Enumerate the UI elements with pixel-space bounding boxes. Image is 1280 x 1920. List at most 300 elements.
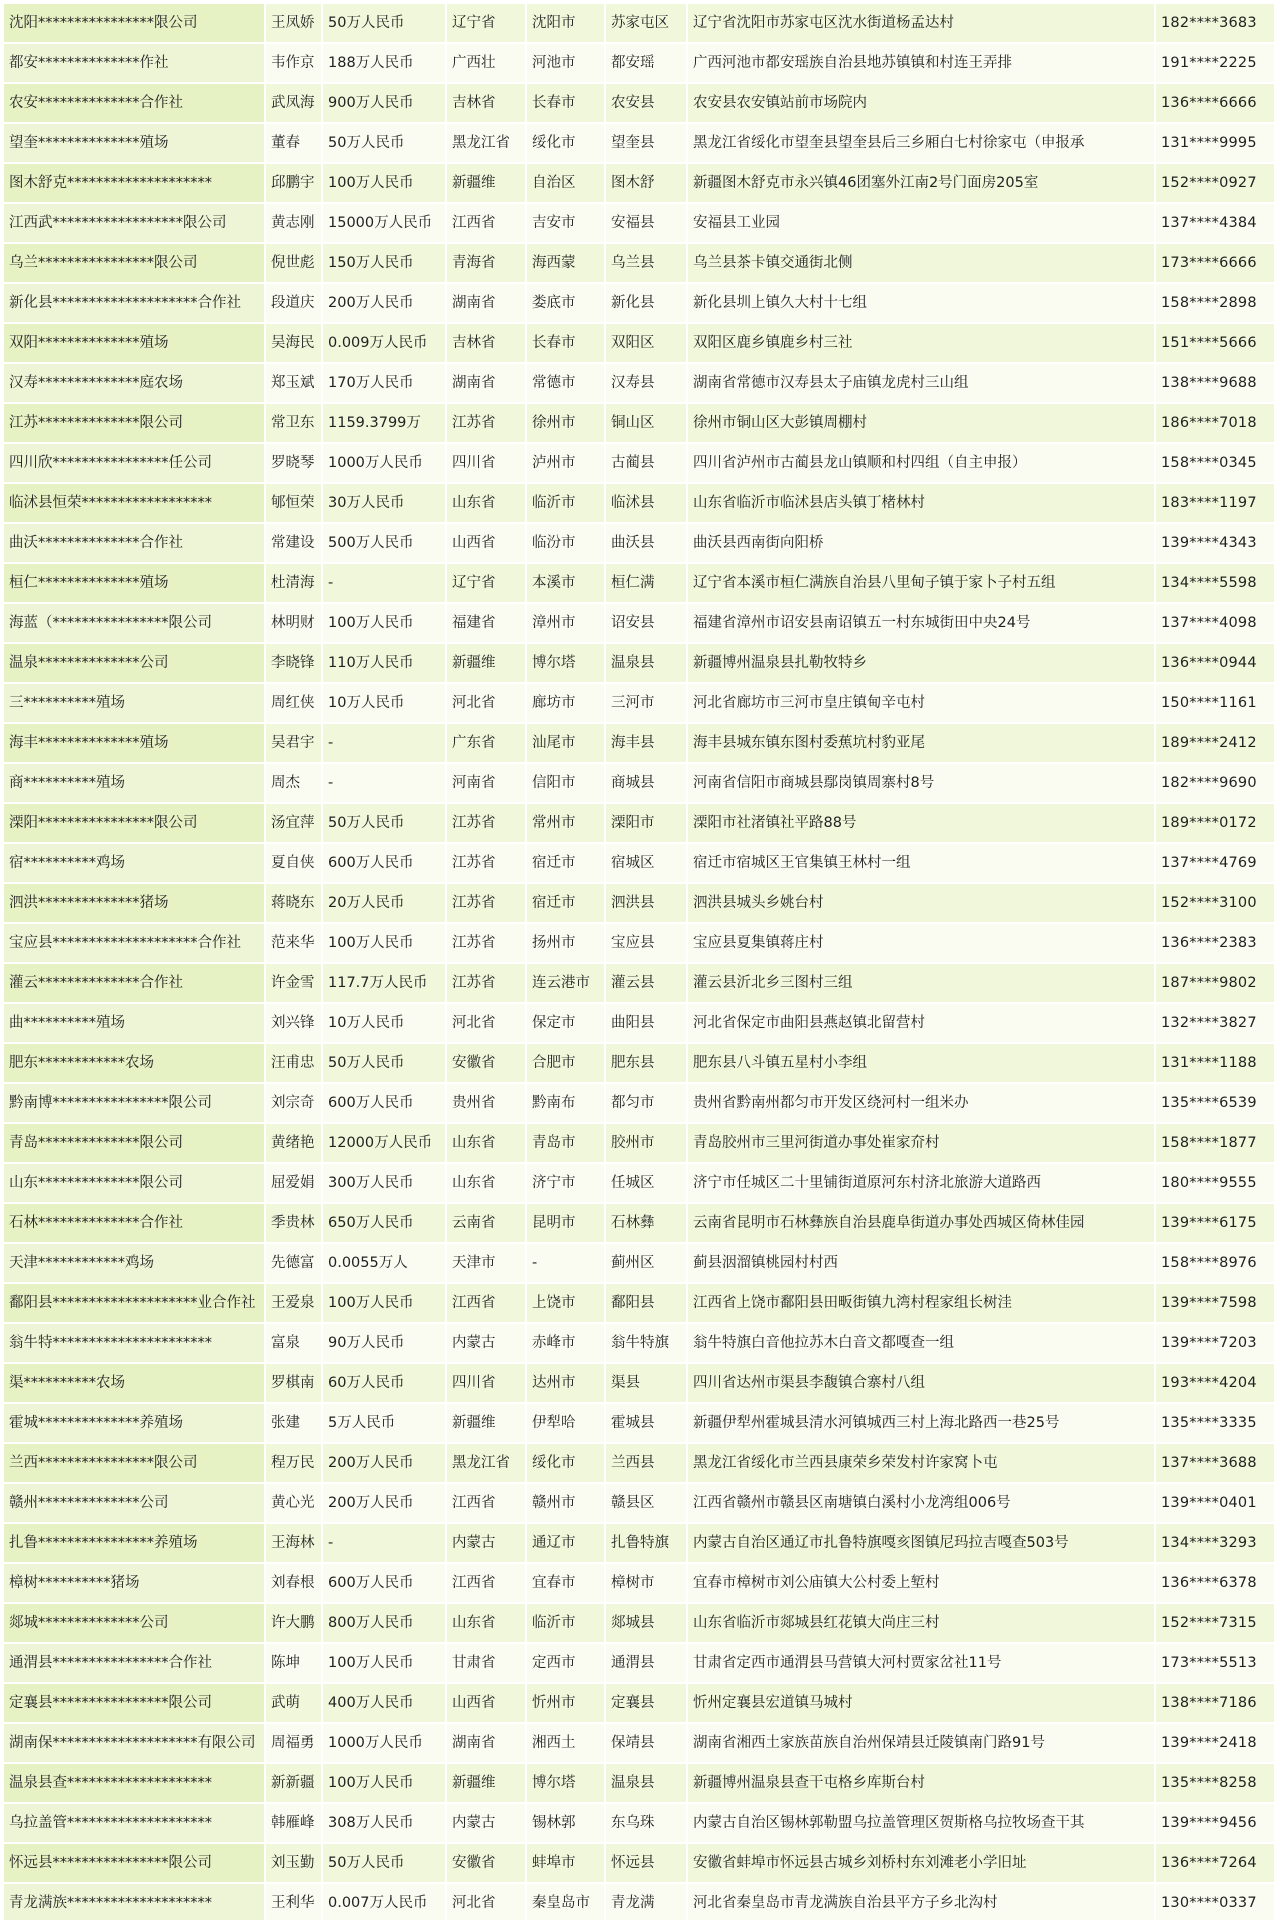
district-cell: 铜山区 bbox=[606, 404, 688, 444]
phone-cell: 180****9555 bbox=[1156, 1164, 1276, 1204]
district-cell: 三河市 bbox=[606, 684, 688, 724]
legal-person-cell: 陈坤 bbox=[266, 1644, 323, 1684]
registered-capital-cell: 10万人民币 bbox=[323, 1004, 447, 1044]
province-cell: 新疆维 bbox=[447, 164, 527, 204]
province-cell: 山西省 bbox=[447, 1684, 527, 1724]
legal-person-cell: 王凤娇 bbox=[266, 4, 323, 44]
company-name-cell: 兰西****************限公司 bbox=[4, 1444, 266, 1484]
table-row bbox=[4, 244, 1276, 284]
registered-capital-cell: - bbox=[323, 1524, 447, 1564]
registered-capital-cell: 117.7万人民币 bbox=[323, 964, 447, 1004]
address-cell: 辽宁省沈阳市苏家屯区沈水街道杨孟达村 bbox=[688, 4, 1156, 44]
province-cell: 江西省 bbox=[447, 1564, 527, 1604]
registered-capital-cell: 50万人民币 bbox=[323, 4, 447, 44]
city-cell: 扬州市 bbox=[527, 924, 606, 964]
province-cell: 黑龙江省 bbox=[447, 124, 527, 164]
province-cell: 新疆维 bbox=[447, 644, 527, 684]
legal-person-cell: 王海林 bbox=[266, 1524, 323, 1564]
address-cell: 云南省昆明市石林彝族自治县鹿阜街道办事处西城区倚林佳园 bbox=[688, 1204, 1156, 1244]
company-name-cell: 乌拉盖管******************** bbox=[4, 1804, 266, 1844]
company-name-cell: 扎鲁****************养殖场 bbox=[4, 1524, 266, 1564]
phone-cell: 132****3827 bbox=[1156, 1004, 1276, 1044]
table-row bbox=[4, 164, 1276, 204]
table-row bbox=[4, 1564, 1276, 1604]
phone-cell: 173****5513 bbox=[1156, 1644, 1276, 1684]
company-name-cell: 海蓝（****************限公司 bbox=[4, 604, 266, 644]
district-cell: 商城县 bbox=[606, 764, 688, 804]
city-cell: 临沂市 bbox=[527, 484, 606, 524]
registered-capital-cell: 1000万人民币 bbox=[323, 1724, 447, 1764]
legal-person-cell: 邱鹏宇 bbox=[266, 164, 323, 204]
table-row bbox=[4, 284, 1276, 324]
province-cell: 四川省 bbox=[447, 444, 527, 484]
province-cell: 吉林省 bbox=[447, 84, 527, 124]
city-cell: 汕尾市 bbox=[527, 724, 606, 764]
table-row bbox=[4, 1084, 1276, 1124]
province-cell: 辽宁省 bbox=[447, 4, 527, 44]
province-cell: 江苏省 bbox=[447, 844, 527, 884]
company-name-cell: 四川欣****************任公司 bbox=[4, 444, 266, 484]
province-cell: 河南省 bbox=[447, 764, 527, 804]
legal-person-cell: 黄绪艳 bbox=[266, 1124, 323, 1164]
city-cell: 合肥市 bbox=[527, 1044, 606, 1084]
registered-capital-cell: 650万人民币 bbox=[323, 1204, 447, 1244]
district-cell: 温泉县 bbox=[606, 1764, 688, 1804]
district-cell: 临沭县 bbox=[606, 484, 688, 524]
company-name-cell: 望奎**************殖场 bbox=[4, 124, 266, 164]
registered-capital-cell: 100万人民币 bbox=[323, 924, 447, 964]
registered-capital-cell: 500万人民币 bbox=[323, 524, 447, 564]
legal-person-cell: 黄心光 bbox=[266, 1484, 323, 1524]
company-name-cell: 定襄县****************限公司 bbox=[4, 1684, 266, 1724]
district-cell: 兰西县 bbox=[606, 1444, 688, 1484]
address-cell: 宿迁市宿城区王官集镇王林村一组 bbox=[688, 844, 1156, 884]
district-cell: 图木舒 bbox=[606, 164, 688, 204]
province-cell: 江苏省 bbox=[447, 804, 527, 844]
district-cell: 曲沃县 bbox=[606, 524, 688, 564]
registered-capital-cell: 600万人民币 bbox=[323, 1564, 447, 1604]
address-cell: 济宁市任城区二十里铺街道原河东村济北旅游大道路西 bbox=[688, 1164, 1156, 1204]
phone-cell: 191****2225 bbox=[1156, 44, 1276, 84]
city-cell: 常州市 bbox=[527, 804, 606, 844]
address-cell: 翁牛特旗白音他拉苏木白音文都嘎查一组 bbox=[688, 1324, 1156, 1364]
table-row bbox=[4, 484, 1276, 524]
table-row bbox=[4, 1444, 1276, 1484]
district-cell: 望奎县 bbox=[606, 124, 688, 164]
district-cell: 乌兰县 bbox=[606, 244, 688, 284]
city-cell: 忻州市 bbox=[527, 1684, 606, 1724]
city-cell: 达州市 bbox=[527, 1364, 606, 1404]
city-cell: 宿迁市 bbox=[527, 844, 606, 884]
city-cell: 常德市 bbox=[527, 364, 606, 404]
district-cell: 青龙满 bbox=[606, 1884, 688, 1920]
phone-cell: 138****7186 bbox=[1156, 1684, 1276, 1724]
province-cell: 黑龙江省 bbox=[447, 1444, 527, 1484]
address-cell: 乌兰县茶卡镇交通街北侧 bbox=[688, 244, 1156, 284]
company-name-cell: 曲**********殖场 bbox=[4, 1004, 266, 1044]
table-row bbox=[4, 1324, 1276, 1364]
district-cell: 翁牛特旗 bbox=[606, 1324, 688, 1364]
district-cell: 溧阳市 bbox=[606, 804, 688, 844]
registered-capital-cell: 5万人民币 bbox=[323, 1404, 447, 1444]
city-cell: 泸州市 bbox=[527, 444, 606, 484]
address-cell: 新疆伊犁州霍城县清水河镇城西三村上海北路西一巷25号 bbox=[688, 1404, 1156, 1444]
address-cell: 河北省廊坊市三河市皇庄镇甸辛屯村 bbox=[688, 684, 1156, 724]
registered-capital-cell: 600万人民币 bbox=[323, 1084, 447, 1124]
address-cell: 新疆博州温泉县查干屯格乡库斯台村 bbox=[688, 1764, 1156, 1804]
address-cell: 山东省临沂市郯城县红花镇大尚庄三村 bbox=[688, 1604, 1156, 1644]
registered-capital-cell: - bbox=[323, 764, 447, 804]
legal-person-cell: 武萌 bbox=[266, 1684, 323, 1724]
table-row bbox=[4, 884, 1276, 924]
table-row bbox=[4, 844, 1276, 884]
district-cell: 郯城县 bbox=[606, 1604, 688, 1644]
legal-person-cell: 王利华 bbox=[266, 1884, 323, 1920]
registered-capital-cell: 200万人民币 bbox=[323, 1484, 447, 1524]
address-cell: 黑龙江省绥化市望奎县望奎县后三乡厢白七村徐家屯（申报承 bbox=[688, 124, 1156, 164]
registered-capital-cell: 100万人民币 bbox=[323, 164, 447, 204]
address-cell: 江西省上饶市鄱阳县田畈街镇九湾村程家组长树洼 bbox=[688, 1284, 1156, 1324]
province-cell: 河北省 bbox=[447, 684, 527, 724]
district-cell: 泗洪县 bbox=[606, 884, 688, 924]
registered-capital-cell: 400万人民币 bbox=[323, 1684, 447, 1724]
address-cell: 青岛胶州市三里河街道办事处崔家夼村 bbox=[688, 1124, 1156, 1164]
address-cell: 河北省秦皇岛市青龙满族自治县平方子乡北沟村 bbox=[688, 1884, 1156, 1920]
address-cell: 广西河池市都安瑶族自治县地苏镇镇和村连王弄排 bbox=[688, 44, 1156, 84]
table-row bbox=[4, 604, 1276, 644]
province-cell: 安徽省 bbox=[447, 1844, 527, 1884]
legal-person-cell: 段道庆 bbox=[266, 284, 323, 324]
district-cell: 都匀市 bbox=[606, 1084, 688, 1124]
district-cell: 任城区 bbox=[606, 1164, 688, 1204]
table-body bbox=[4, 4, 1276, 1920]
phone-cell: 158****8976 bbox=[1156, 1244, 1276, 1284]
registered-capital-cell: 0.007万人民币 bbox=[323, 1884, 447, 1920]
phone-cell: 152****3100 bbox=[1156, 884, 1276, 924]
address-cell: 安福县工业园 bbox=[688, 204, 1156, 244]
registered-capital-cell: 200万人民币 bbox=[323, 284, 447, 324]
table-row bbox=[4, 404, 1276, 444]
address-cell: 辽宁省本溪市桓仁满族自治县八里甸子镇于家卜子村五组 bbox=[688, 564, 1156, 604]
legal-person-cell: 范来华 bbox=[266, 924, 323, 964]
district-cell: 东乌珠 bbox=[606, 1804, 688, 1844]
table-row bbox=[4, 1204, 1276, 1244]
district-cell: 古蔺县 bbox=[606, 444, 688, 484]
legal-person-cell: 新新疆 bbox=[266, 1764, 323, 1804]
phone-cell: 130****0337 bbox=[1156, 1884, 1276, 1920]
city-cell: 博尔塔 bbox=[527, 644, 606, 684]
company-name-cell: 翁牛特********************** bbox=[4, 1324, 266, 1364]
phone-cell: 193****4204 bbox=[1156, 1364, 1276, 1404]
district-cell: 赣县区 bbox=[606, 1484, 688, 1524]
province-cell: 广西壮 bbox=[447, 44, 527, 84]
company-name-cell: 沈阳****************限公司 bbox=[4, 4, 266, 44]
city-cell: 绥化市 bbox=[527, 1444, 606, 1484]
registered-capital-cell: 900万人民币 bbox=[323, 84, 447, 124]
district-cell: 新化县 bbox=[606, 284, 688, 324]
registered-capital-cell: 12000万人民币 bbox=[323, 1124, 447, 1164]
registered-capital-cell: 170万人民币 bbox=[323, 364, 447, 404]
city-cell: 连云港市 bbox=[527, 964, 606, 1004]
phone-cell: 189****0172 bbox=[1156, 804, 1276, 844]
company-name-cell: 温泉县查******************** bbox=[4, 1764, 266, 1804]
table-row bbox=[4, 684, 1276, 724]
province-cell: 河北省 bbox=[447, 1884, 527, 1920]
phone-cell: 151****5666 bbox=[1156, 324, 1276, 364]
company-name-cell: 新化县********************合作社 bbox=[4, 284, 266, 324]
city-cell: 通辽市 bbox=[527, 1524, 606, 1564]
registered-capital-cell: 0.0055万人 bbox=[323, 1244, 447, 1284]
district-cell: 鄱阳县 bbox=[606, 1284, 688, 1324]
province-cell: 内蒙古 bbox=[447, 1324, 527, 1364]
registered-capital-cell: 50万人民币 bbox=[323, 804, 447, 844]
district-cell: 怀远县 bbox=[606, 1844, 688, 1884]
legal-person-cell: 季贵林 bbox=[266, 1204, 323, 1244]
phone-cell: 152****0927 bbox=[1156, 164, 1276, 204]
legal-person-cell: 周红侠 bbox=[266, 684, 323, 724]
city-cell: 秦皇岛市 bbox=[527, 1884, 606, 1920]
district-cell: 都安瑶 bbox=[606, 44, 688, 84]
table-row bbox=[4, 524, 1276, 564]
legal-person-cell: 汪甫忠 bbox=[266, 1044, 323, 1084]
city-cell: 赣州市 bbox=[527, 1484, 606, 1524]
city-cell: 宿迁市 bbox=[527, 884, 606, 924]
company-name-cell: 山东**************限公司 bbox=[4, 1164, 266, 1204]
city-cell: 昆明市 bbox=[527, 1204, 606, 1244]
province-cell: 江苏省 bbox=[447, 964, 527, 1004]
city-cell: 宜春市 bbox=[527, 1564, 606, 1604]
phone-cell: 136****6666 bbox=[1156, 84, 1276, 124]
registered-capital-cell: 15000万人民币 bbox=[323, 204, 447, 244]
province-cell: 吉林省 bbox=[447, 324, 527, 364]
company-name-cell: 农安**************合作社 bbox=[4, 84, 266, 124]
legal-person-cell: 武凤海 bbox=[266, 84, 323, 124]
table-row bbox=[4, 364, 1276, 404]
city-cell: 博尔塔 bbox=[527, 1764, 606, 1804]
province-cell: 天津市 bbox=[447, 1244, 527, 1284]
city-cell: 定西市 bbox=[527, 1644, 606, 1684]
table-row bbox=[4, 1244, 1276, 1284]
registered-capital-cell: 600万人民币 bbox=[323, 844, 447, 884]
phone-cell: 182****9690 bbox=[1156, 764, 1276, 804]
province-cell: 江西省 bbox=[447, 204, 527, 244]
legal-person-cell: 程万民 bbox=[266, 1444, 323, 1484]
district-cell: 宝应县 bbox=[606, 924, 688, 964]
table-row bbox=[4, 1164, 1276, 1204]
registered-capital-cell: 50万人民币 bbox=[323, 1844, 447, 1884]
phone-cell: 139****0401 bbox=[1156, 1484, 1276, 1524]
company-name-cell: 温泉**************公司 bbox=[4, 644, 266, 684]
legal-person-cell: 郇恒荣 bbox=[266, 484, 323, 524]
address-cell: 内蒙古自治区锡林郭勒盟乌拉盖管理区贺斯格乌拉牧场查干其 bbox=[688, 1804, 1156, 1844]
district-cell: 苏家屯区 bbox=[606, 4, 688, 44]
address-cell: 河北省保定市曲阳县燕赵镇北留营村 bbox=[688, 1004, 1156, 1044]
province-cell: 新疆维 bbox=[447, 1764, 527, 1804]
city-cell: 自治区 bbox=[527, 164, 606, 204]
legal-person-cell: 罗晓琴 bbox=[266, 444, 323, 484]
province-cell: 山东省 bbox=[447, 1604, 527, 1644]
legal-person-cell: 杜清海 bbox=[266, 564, 323, 604]
registered-capital-cell: 100万人民币 bbox=[323, 1764, 447, 1804]
company-name-cell: 通渭县****************合作社 bbox=[4, 1644, 266, 1684]
legal-person-cell: 罗棋南 bbox=[266, 1364, 323, 1404]
company-name-cell: 郯城**************公司 bbox=[4, 1604, 266, 1644]
address-cell: 肥东县八斗镇五星村小李组 bbox=[688, 1044, 1156, 1084]
phone-cell: 186****7018 bbox=[1156, 404, 1276, 444]
city-cell: 廊坊市 bbox=[527, 684, 606, 724]
phone-cell: 137****3688 bbox=[1156, 1444, 1276, 1484]
registered-capital-cell: 188万人民币 bbox=[323, 44, 447, 84]
company-name-cell: 渠**********农场 bbox=[4, 1364, 266, 1404]
company-name-cell: 石林**************合作社 bbox=[4, 1204, 266, 1244]
legal-person-cell: 屈爱娟 bbox=[266, 1164, 323, 1204]
address-cell: 宜春市樟树市刘公庙镇大公村委上堑村 bbox=[688, 1564, 1156, 1604]
table-row bbox=[4, 1844, 1276, 1884]
city-cell: 临沂市 bbox=[527, 1604, 606, 1644]
table-row bbox=[4, 1604, 1276, 1644]
province-cell: 新疆维 bbox=[447, 1404, 527, 1444]
district-cell: 保靖县 bbox=[606, 1724, 688, 1764]
legal-person-cell: 韦作京 bbox=[266, 44, 323, 84]
province-cell: 湖南省 bbox=[447, 284, 527, 324]
address-cell: 新化县圳上镇久大村十七组 bbox=[688, 284, 1156, 324]
address-cell: 甘肃省定西市通渭县马营镇大河村贾家岔社11号 bbox=[688, 1644, 1156, 1684]
legal-person-cell: 许金雪 bbox=[266, 964, 323, 1004]
district-cell: 樟树市 bbox=[606, 1564, 688, 1604]
phone-cell: 138****9688 bbox=[1156, 364, 1276, 404]
address-cell: 新疆图木舒克市永兴镇46团塞外江南2号门面房205室 bbox=[688, 164, 1156, 204]
legal-person-cell: 常卫东 bbox=[266, 404, 323, 444]
city-cell: 赤峰市 bbox=[527, 1324, 606, 1364]
legal-person-cell: 先德富 bbox=[266, 1244, 323, 1284]
registered-capital-cell: 10万人民币 bbox=[323, 684, 447, 724]
registered-capital-cell: 60万人民币 bbox=[323, 1364, 447, 1404]
phone-cell: 152****7315 bbox=[1156, 1604, 1276, 1644]
city-cell: 黔南布 bbox=[527, 1084, 606, 1124]
company-name-cell: 青岛**************限公司 bbox=[4, 1124, 266, 1164]
district-cell: 胶州市 bbox=[606, 1124, 688, 1164]
company-name-cell: 江西武******************限公司 bbox=[4, 204, 266, 244]
province-cell: 安徽省 bbox=[447, 1044, 527, 1084]
table-row bbox=[4, 324, 1276, 364]
district-cell: 海丰县 bbox=[606, 724, 688, 764]
company-name-cell: 乌兰****************限公司 bbox=[4, 244, 266, 284]
address-cell: 湖南省常德市汉寿县太子庙镇龙虎村三山组 bbox=[688, 364, 1156, 404]
phone-cell: 139****2418 bbox=[1156, 1724, 1276, 1764]
district-cell: 桓仁满 bbox=[606, 564, 688, 604]
province-cell: 内蒙古 bbox=[447, 1804, 527, 1844]
table-row bbox=[4, 1004, 1276, 1044]
phone-cell: 187****9802 bbox=[1156, 964, 1276, 1004]
phone-cell: 139****6175 bbox=[1156, 1204, 1276, 1244]
table-row bbox=[4, 1884, 1276, 1920]
district-cell: 霍城县 bbox=[606, 1404, 688, 1444]
legal-person-cell: 张建 bbox=[266, 1404, 323, 1444]
registered-capital-cell: 100万人民币 bbox=[323, 1284, 447, 1324]
city-cell: 临汾市 bbox=[527, 524, 606, 564]
province-cell: 辽宁省 bbox=[447, 564, 527, 604]
phone-cell: 137****4769 bbox=[1156, 844, 1276, 884]
address-cell: 曲沃县西南街向阳桥 bbox=[688, 524, 1156, 564]
company-name-cell: 宝应县********************合作社 bbox=[4, 924, 266, 964]
company-name-cell: 宿**********鸡场 bbox=[4, 844, 266, 884]
company-name-cell: 肥东************农场 bbox=[4, 1044, 266, 1084]
legal-person-cell: 韩雁峰 bbox=[266, 1804, 323, 1844]
company-name-cell: 灌云**************合作社 bbox=[4, 964, 266, 1004]
phone-cell: 131****9995 bbox=[1156, 124, 1276, 164]
city-cell: 长春市 bbox=[527, 324, 606, 364]
company-name-cell: 鄱阳县********************业合作社 bbox=[4, 1284, 266, 1324]
table-row bbox=[4, 1524, 1276, 1564]
legal-person-cell: 刘兴锋 bbox=[266, 1004, 323, 1044]
table-row bbox=[4, 1764, 1276, 1804]
address-cell: 双阳区鹿乡镇鹿乡村三社 bbox=[688, 324, 1156, 364]
company-name-cell: 汉寿**************庭农场 bbox=[4, 364, 266, 404]
district-cell: 诏安县 bbox=[606, 604, 688, 644]
table-row bbox=[4, 84, 1276, 124]
city-cell: 娄底市 bbox=[527, 284, 606, 324]
legal-person-cell: 许大鹏 bbox=[266, 1604, 323, 1644]
table-row bbox=[4, 1364, 1276, 1404]
address-cell: 四川省达州市渠县李馥镇合寨村八组 bbox=[688, 1364, 1156, 1404]
phone-cell: 135****3335 bbox=[1156, 1404, 1276, 1444]
city-cell: 信阳市 bbox=[527, 764, 606, 804]
phone-cell: 136****6378 bbox=[1156, 1564, 1276, 1604]
phone-cell: 139****7203 bbox=[1156, 1324, 1276, 1364]
legal-person-cell: 刘宗奇 bbox=[266, 1084, 323, 1124]
company-name-cell: 图木舒克******************** bbox=[4, 164, 266, 204]
address-cell: 忻州定襄县宏道镇马城村 bbox=[688, 1684, 1156, 1724]
company-name-cell: 黔南博****************限公司 bbox=[4, 1084, 266, 1124]
legal-person-cell: 吴海民 bbox=[266, 324, 323, 364]
phone-cell: 182****3683 bbox=[1156, 4, 1276, 44]
table-row bbox=[4, 964, 1276, 1004]
address-cell: 蓟县洇溜镇桃园村村西 bbox=[688, 1244, 1156, 1284]
address-cell: 江西省赣州市赣县区南塘镇白溪村小龙湾组006号 bbox=[688, 1484, 1156, 1524]
company-name-cell: 怀远县****************限公司 bbox=[4, 1844, 266, 1884]
table-row bbox=[4, 1404, 1276, 1444]
legal-person-cell: 蒋晓东 bbox=[266, 884, 323, 924]
legal-person-cell: 林明财 bbox=[266, 604, 323, 644]
province-cell: 云南省 bbox=[447, 1204, 527, 1244]
phone-cell: 189****2412 bbox=[1156, 724, 1276, 764]
phone-cell: 173****6666 bbox=[1156, 244, 1276, 284]
registered-capital-cell: 50万人民币 bbox=[323, 124, 447, 164]
province-cell: 江苏省 bbox=[447, 404, 527, 444]
district-cell: 曲阳县 bbox=[606, 1004, 688, 1044]
table-row bbox=[4, 1644, 1276, 1684]
phone-cell: 135****8258 bbox=[1156, 1764, 1276, 1804]
city-cell: 长春市 bbox=[527, 84, 606, 124]
company-name-cell: 江苏**************限公司 bbox=[4, 404, 266, 444]
address-cell: 山东省临沂市临沭县店头镇丁楮林村 bbox=[688, 484, 1156, 524]
registered-capital-cell: 50万人民币 bbox=[323, 1044, 447, 1084]
legal-person-cell: 夏自侠 bbox=[266, 844, 323, 884]
registered-capital-cell: 1000万人民币 bbox=[323, 444, 447, 484]
registered-capital-cell: - bbox=[323, 564, 447, 604]
district-cell: 石林彝 bbox=[606, 1204, 688, 1244]
company-name-cell: 泗洪**************猪场 bbox=[4, 884, 266, 924]
address-cell: 河南省信阳市商城县鄢岗镇周寨村8号 bbox=[688, 764, 1156, 804]
address-cell: 福建省漳州市诏安县南诏镇五一村东城街田中央24号 bbox=[688, 604, 1156, 644]
province-cell: 贵州省 bbox=[447, 1084, 527, 1124]
legal-person-cell: 倪世彪 bbox=[266, 244, 323, 284]
company-name-cell: 海丰**************殖场 bbox=[4, 724, 266, 764]
company-name-cell: 青龙满族******************** bbox=[4, 1884, 266, 1920]
city-cell: 吉安市 bbox=[527, 204, 606, 244]
table-row bbox=[4, 4, 1276, 44]
city-cell: 伊犁哈 bbox=[527, 1404, 606, 1444]
